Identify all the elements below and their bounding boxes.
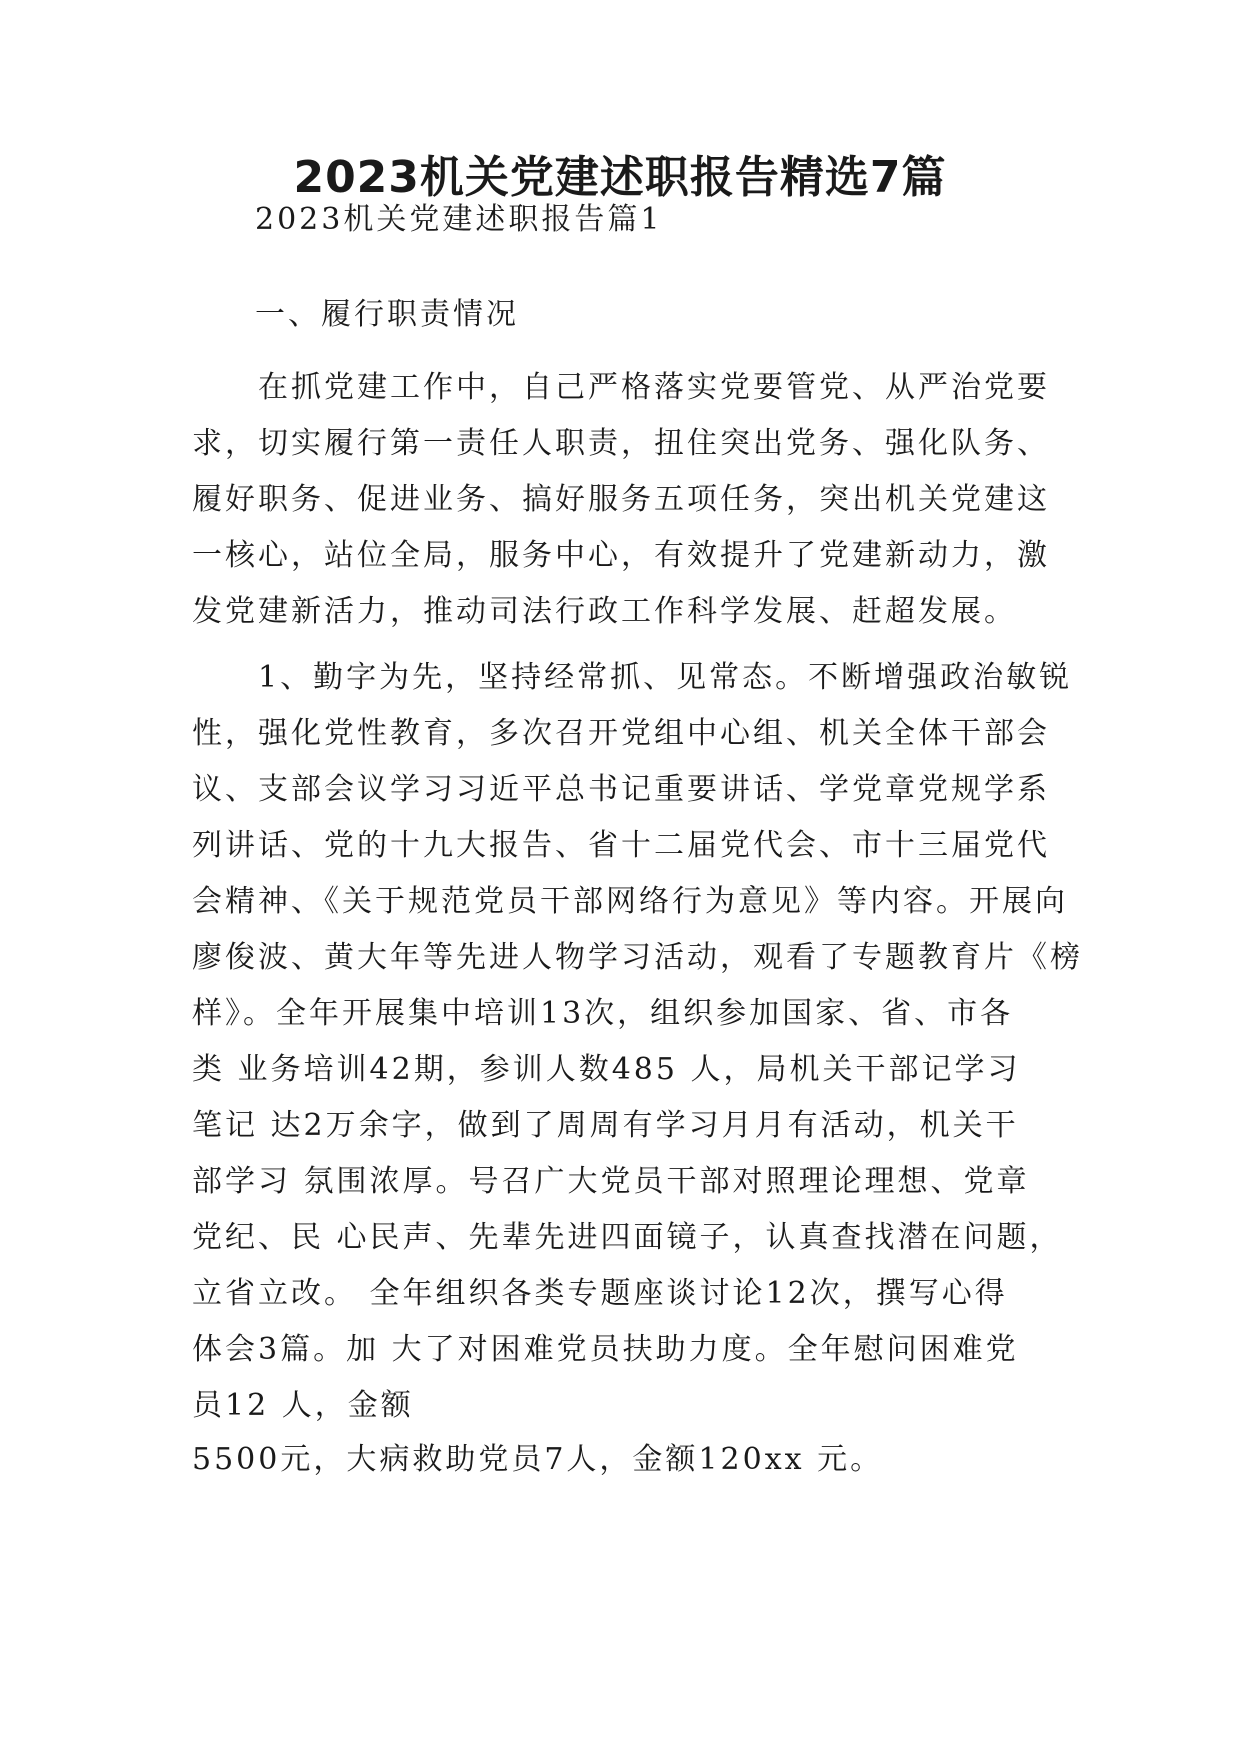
- paragraph-line: 廖俊波、黄大年等先进人物学习活动，观看了专题教育片《榜: [192, 940, 1083, 975]
- paragraph-line: 列讲话、党的十九大报告、省十二届党代会、市十三届党代: [192, 828, 1050, 863]
- article-subtitle: 2023机关党建述职报告篇1: [255, 202, 663, 237]
- paragraph-line: 员12 人，金额: [192, 1388, 414, 1423]
- paragraph-line: 体会3篇。加 大了对困难党员扶助力度。全年慰问困难党: [192, 1332, 1019, 1367]
- paragraph-line: 样》。全年开展集中培训13次，组织参加国家、省、市各: [192, 996, 1014, 1031]
- paragraph-3: 5500元，大病救助党员7人，金额120xx 元。: [192, 1442, 884, 1477]
- paragraph-line: 履好职务、促进业务、搞好服务五项任务，突出机关党建这: [192, 482, 1050, 517]
- paragraph-line: 类 业务培训42期，参训人数485 人，局机关干部记学习: [192, 1052, 1021, 1087]
- paragraph-2: [192, 650, 1083, 1434]
- paragraph-line: 在抓党建工作中，自己严格落实党要管党、从严治党要: [192, 370, 1050, 405]
- paragraph-line: 部学习 氛围浓厚。号召广大党员干部对照理论理想、党章: [192, 1164, 1030, 1199]
- paragraph-line: 党纪、民 心民声、先辈先进四面镜子，认真查找潜在问题，: [192, 1220, 1063, 1255]
- paragraph-line: 1、勤字为先，坚持经常抓、见常态。不断增强政治敏锐: [192, 660, 1073, 695]
- paragraph-line: 立省立改。 全年组织各类专题座谈讨论12次，撰写心得: [192, 1276, 1008, 1311]
- document-title: 2023机关党建述职报告精选7篇: [293, 152, 947, 203]
- paragraph-line: 议、支部会议学习习近平总书记重要讲话、学党章党规学系: [192, 772, 1050, 807]
- paragraph-line: 会精神、《关于规范党员干部网络行为意见》等内容。开展向: [192, 884, 1068, 919]
- paragraph-line: 发党建新活力，推动司法行政工作科学发展、赶超发展。: [192, 594, 1017, 629]
- paragraph-line: 一核心，站位全局，服务中心，有效提升了党建新动力，激: [192, 538, 1050, 573]
- paragraph-line: 求，切实履行第一责任人职责，扭住突出党务、强化队务、: [192, 426, 1050, 461]
- paragraph-line: 性，强化党性教育，多次召开党组中心组、机关全体干部会: [192, 716, 1050, 751]
- section-heading: 一、履行职责情况: [255, 297, 519, 332]
- paragraph-1: [192, 360, 1058, 640]
- paragraph-line: 笔记 达2万余字，做到了周周有学习月月有活动，机关干: [192, 1108, 1019, 1143]
